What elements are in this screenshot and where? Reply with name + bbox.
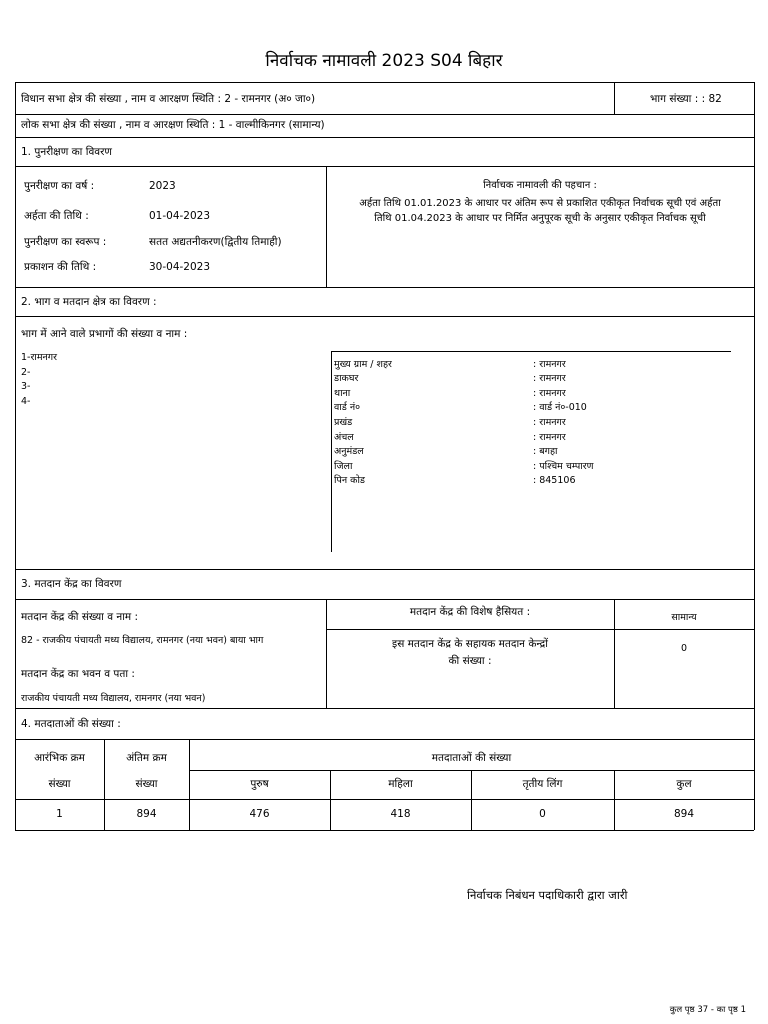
rule bbox=[754, 82, 755, 830]
auxiliary-stations-value: 0 bbox=[680, 643, 688, 654]
col-end-serial: अंतिम क्रम bbox=[126, 752, 167, 764]
rule bbox=[15, 82, 16, 830]
block-value: : रामनगर bbox=[533, 417, 566, 428]
polling-building-label: मतदान केंद्र का भवन व पता : bbox=[21, 668, 135, 680]
pin-code-label: पिन कोड bbox=[334, 475, 365, 486]
part-number: भाग संख्या : : 82 bbox=[650, 93, 722, 105]
polling-station-value: 82 - राजकीय पंचायती मध्य विद्यालय, रामनगर (नया भवन) बाया भाग bbox=[21, 635, 264, 646]
cell-total: 894 bbox=[673, 808, 695, 820]
roll-identity-text-2: तिथि 01.04.2023 के आधार पर निर्मित अनुपूरक सूची के अनुसार एकीकृत निर्वाचक सूची bbox=[374, 213, 706, 224]
cell-female: 418 bbox=[390, 808, 411, 820]
auxiliary-stations-label: इस मतदान केंद्र के सहायक मतदान केन्द्रों bbox=[392, 638, 548, 650]
circle-label: अंचल bbox=[334, 432, 354, 443]
district-label: जिला bbox=[334, 461, 353, 472]
block-label: प्रखंड bbox=[334, 417, 353, 428]
circle-value: : रामनगर bbox=[533, 432, 566, 443]
rule bbox=[15, 137, 754, 138]
section-item: 2- bbox=[21, 367, 31, 378]
page-footer: कुल पृष्ठ 37 - का पृष्ठ 1 bbox=[669, 1005, 746, 1015]
col-start-serial: आरंभिक क्रम bbox=[34, 752, 85, 764]
rule bbox=[15, 599, 754, 600]
station-type-label: मतदान केंद्र की विशेष हैसियत : bbox=[409, 606, 531, 618]
revision-year-label: पुनरीक्षण का वर्ष : bbox=[24, 180, 95, 192]
rule bbox=[15, 830, 754, 831]
section4-heading: 4. मतदाताओं की संख्या : bbox=[21, 718, 121, 730]
cell-start: 1 bbox=[56, 808, 63, 820]
col-female: महिला bbox=[388, 778, 413, 790]
sections-subheading: भाग में आने वाले प्रभागों की संख्या व नाम : bbox=[21, 328, 188, 340]
roll-identity-heading: निर्वाचक नामावली की पहचान : bbox=[483, 180, 597, 191]
station-type-value: सामान्य bbox=[671, 612, 697, 623]
rule bbox=[614, 82, 615, 114]
revision-year-value: 2023 bbox=[149, 180, 176, 192]
ward-label: वार्ड नं० bbox=[334, 402, 361, 413]
page-title: निर्वाचक नामावली 2023 S04 बिहार bbox=[265, 51, 503, 71]
issuer-text: निर्वाचक निबंधन पदाधिकारी द्वारा जारी bbox=[467, 888, 628, 902]
col-third-gender: तृतीय लिंग bbox=[522, 778, 563, 790]
roll-identity-text-1: अर्हता तिथि 01.01.2023 के आधार पर अंतिम रूप से प्रकाशित एकीकृत निर्वाचक सूची एवं अर्हता bbox=[359, 198, 721, 209]
section2-heading: 2. भाग व मतदान क्षेत्र का विवरण : bbox=[21, 296, 157, 308]
rule bbox=[326, 166, 327, 287]
rule bbox=[15, 114, 754, 115]
section-item: 4- bbox=[21, 396, 31, 407]
rule bbox=[15, 799, 754, 800]
auxiliary-stations-label-2: की संख्या : bbox=[448, 655, 492, 667]
pin-code-value: : 845106 bbox=[533, 475, 576, 486]
revision-type-label: पुनरीक्षण का स्वरूप : bbox=[24, 236, 107, 248]
rule bbox=[331, 351, 731, 352]
rule bbox=[15, 316, 754, 317]
revision-type-value: सतत अद्यतनीकरण(द्वितीय तिमाही) bbox=[149, 236, 282, 248]
qualifying-date-value: 01-04-2023 bbox=[149, 210, 211, 222]
col-male: पुरुष bbox=[250, 778, 269, 790]
post-office-value: : रामनगर bbox=[533, 373, 566, 384]
main-village-label: मुख्य ग्राम / शहर bbox=[334, 359, 392, 370]
polling-building-value: राजकीय पंचायती मध्य विद्यालय, रामनगर (नया भवन) bbox=[21, 693, 206, 704]
police-station-label: थाना bbox=[334, 388, 351, 399]
section-item: 3- bbox=[21, 381, 31, 392]
cell-end: 894 bbox=[136, 808, 157, 820]
main-village-value: : रामनगर bbox=[533, 359, 566, 370]
police-station-value: : रामनगर bbox=[533, 388, 566, 399]
publication-date-label: प्रकाशन की तिथि : bbox=[24, 261, 97, 273]
cell-third-gender: 0 bbox=[539, 808, 546, 820]
rule bbox=[326, 629, 754, 630]
col-start-serial-2: संख्या bbox=[48, 778, 71, 790]
col-end-serial-2: संख्या bbox=[135, 778, 158, 790]
district-value: : पश्चिम चम्पारण bbox=[533, 461, 594, 472]
rule bbox=[15, 287, 754, 288]
qualifying-date-label: अर्हता की तिथि : bbox=[24, 210, 89, 222]
section3-heading: 3. मतदान केंद्र का विवरण bbox=[21, 578, 122, 590]
rule bbox=[15, 166, 754, 167]
col-voter-count: मतदाताओं की संख्या bbox=[431, 752, 512, 764]
post-office-label: डाकघर bbox=[334, 373, 359, 384]
subdivision-value: : बगहा bbox=[533, 446, 558, 457]
polling-station-label: मतदान केंद्र की संख्या व नाम : bbox=[21, 611, 139, 623]
col-total: कुल bbox=[676, 778, 692, 790]
ward-value: : वार्ड नं०-010 bbox=[533, 402, 587, 413]
rule bbox=[15, 708, 754, 709]
rule bbox=[15, 569, 754, 570]
section1-heading: 1. पुनरीक्षण का विवरण bbox=[21, 146, 113, 158]
rule bbox=[15, 82, 754, 83]
publication-date-value: 30-04-2023 bbox=[149, 261, 211, 273]
subdivision-label: अनुमंडल bbox=[334, 446, 364, 457]
loksabha-constituency: लोक सभा क्षेत्र की संख्या , नाम व आरक्षण स्थिति : 1 - वाल्मीकिनगर (सामान्य) bbox=[21, 119, 325, 131]
section-item: 1-रामनगर bbox=[21, 352, 58, 363]
rule bbox=[15, 739, 754, 740]
cell-male: 476 bbox=[249, 808, 270, 820]
rule bbox=[331, 351, 332, 552]
assembly-constituency: विधान सभा क्षेत्र की संख्या , नाम व आरक्षण स्थिति : 2 - रामनगर (अ० जा०) bbox=[21, 93, 316, 105]
